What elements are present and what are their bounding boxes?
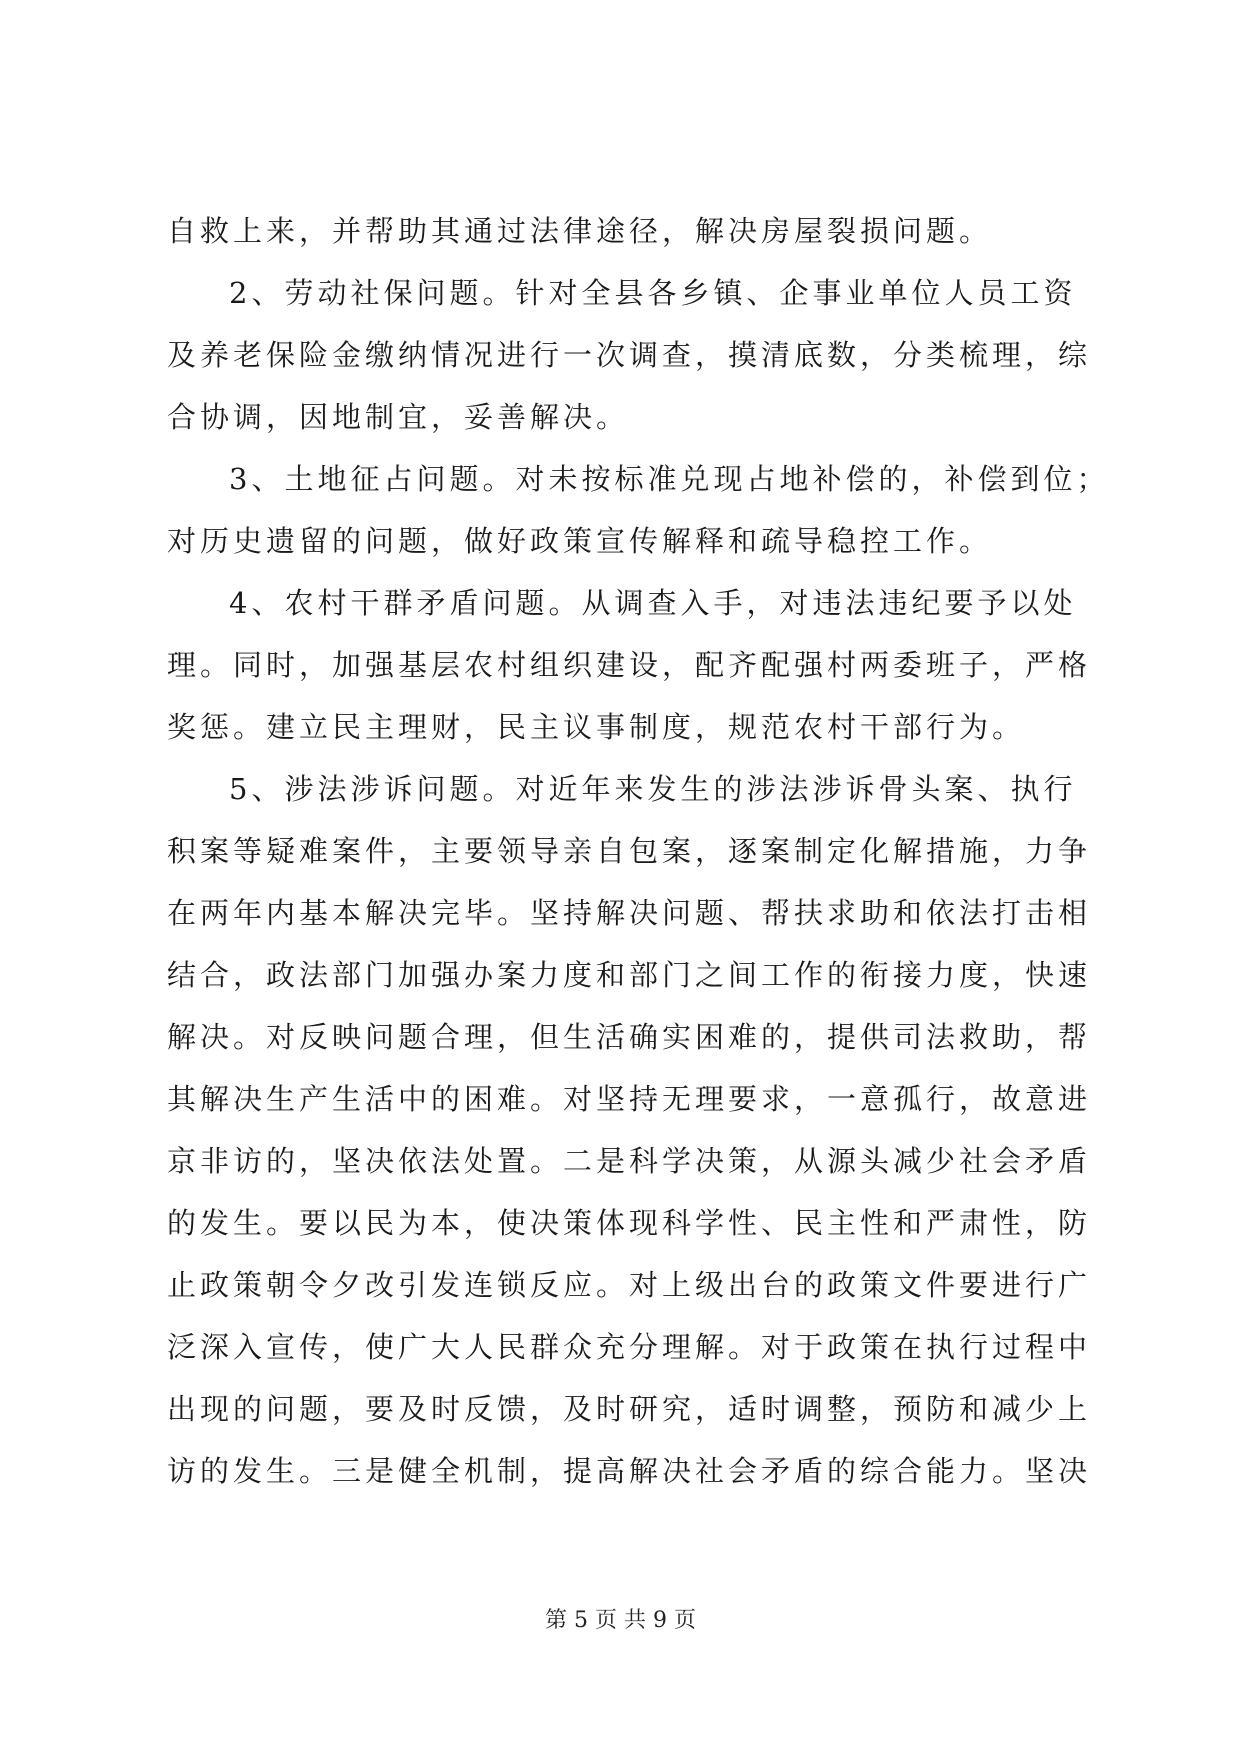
text-line: 泛深入宣传，使广大人民群众充分理解。对于政策在执行过程中: [167, 1330, 1092, 1364]
text-line: 止政策朝令夕改引发连锁反应。对上级出台的政策文件要进行广: [167, 1268, 1092, 1302]
text-line: 奖惩。建立民主理财，民主议事制度，规范农村干部行为。: [167, 710, 1026, 744]
text-line: 合协调，因地制宜，妥善解决。: [167, 400, 630, 434]
text-line: 积案等疑难案件，主要领导亲自包案，逐案制定化解措施，力争: [167, 834, 1092, 868]
text-line-item-3: 3、土地征占问题。对未按标准兑现占地补偿的，补偿到位；: [229, 462, 1110, 496]
text-line: 理。同时，加强基层农村组织建设，配齐配强村两委班子，严格: [167, 648, 1092, 682]
text-line-item-2: 2、劳动社保问题。针对全县各乡镇、企事业单位人员工资: [229, 276, 1077, 310]
text-line-item-5: 5、涉法涉诉问题。对近年来发生的涉法涉诉骨头案、执行: [229, 772, 1077, 806]
text-line: 出现的问题，要及时反馈，及时研究，适时调整，预防和减少上: [167, 1392, 1092, 1426]
text-line: 结合，政法部门加强办案力度和部门之间工作的衔接力度，快速: [167, 958, 1092, 992]
text-line: 在两年内基本解决完毕。坚持解决问题、帮扶求助和依法打击相: [167, 896, 1092, 930]
text-line-item-4: 4、农村干群矛盾问题。从调查入手，对违法违纪要予以处: [229, 586, 1077, 620]
text-line: 自救上来，并帮助其通过法律途径，解决房屋裂损问题。: [167, 214, 993, 248]
page-number-footer: 第 5 页 共 9 页: [545, 1608, 696, 1633]
body-text: [167, 200, 1110, 1502]
text-line: 访的发生。三是健全机制，提高解决社会矛盾的综合能力。坚决: [167, 1454, 1092, 1488]
text-line: 对历史遗留的问题，做好政策宣传解释和疏导稳控工作。: [167, 524, 993, 558]
text-line: 京非访的，坚决依法处置。二是科学决策，从源头减少社会矛盾: [167, 1144, 1092, 1178]
text-line: 其解决生产生活中的困难。对坚持无理要求，一意孤行，故意进: [167, 1082, 1092, 1116]
text-line: 解决。对反映问题合理，但生活确实困难的，提供司法救助，帮: [167, 1020, 1092, 1054]
text-line: 的发生。要以民为本，使决策体现科学性、民主性和严肃性，防: [167, 1206, 1092, 1240]
text-line: 及养老保险金缴纳情况进行一次调查，摸清底数，分类梳理，综: [167, 338, 1092, 372]
